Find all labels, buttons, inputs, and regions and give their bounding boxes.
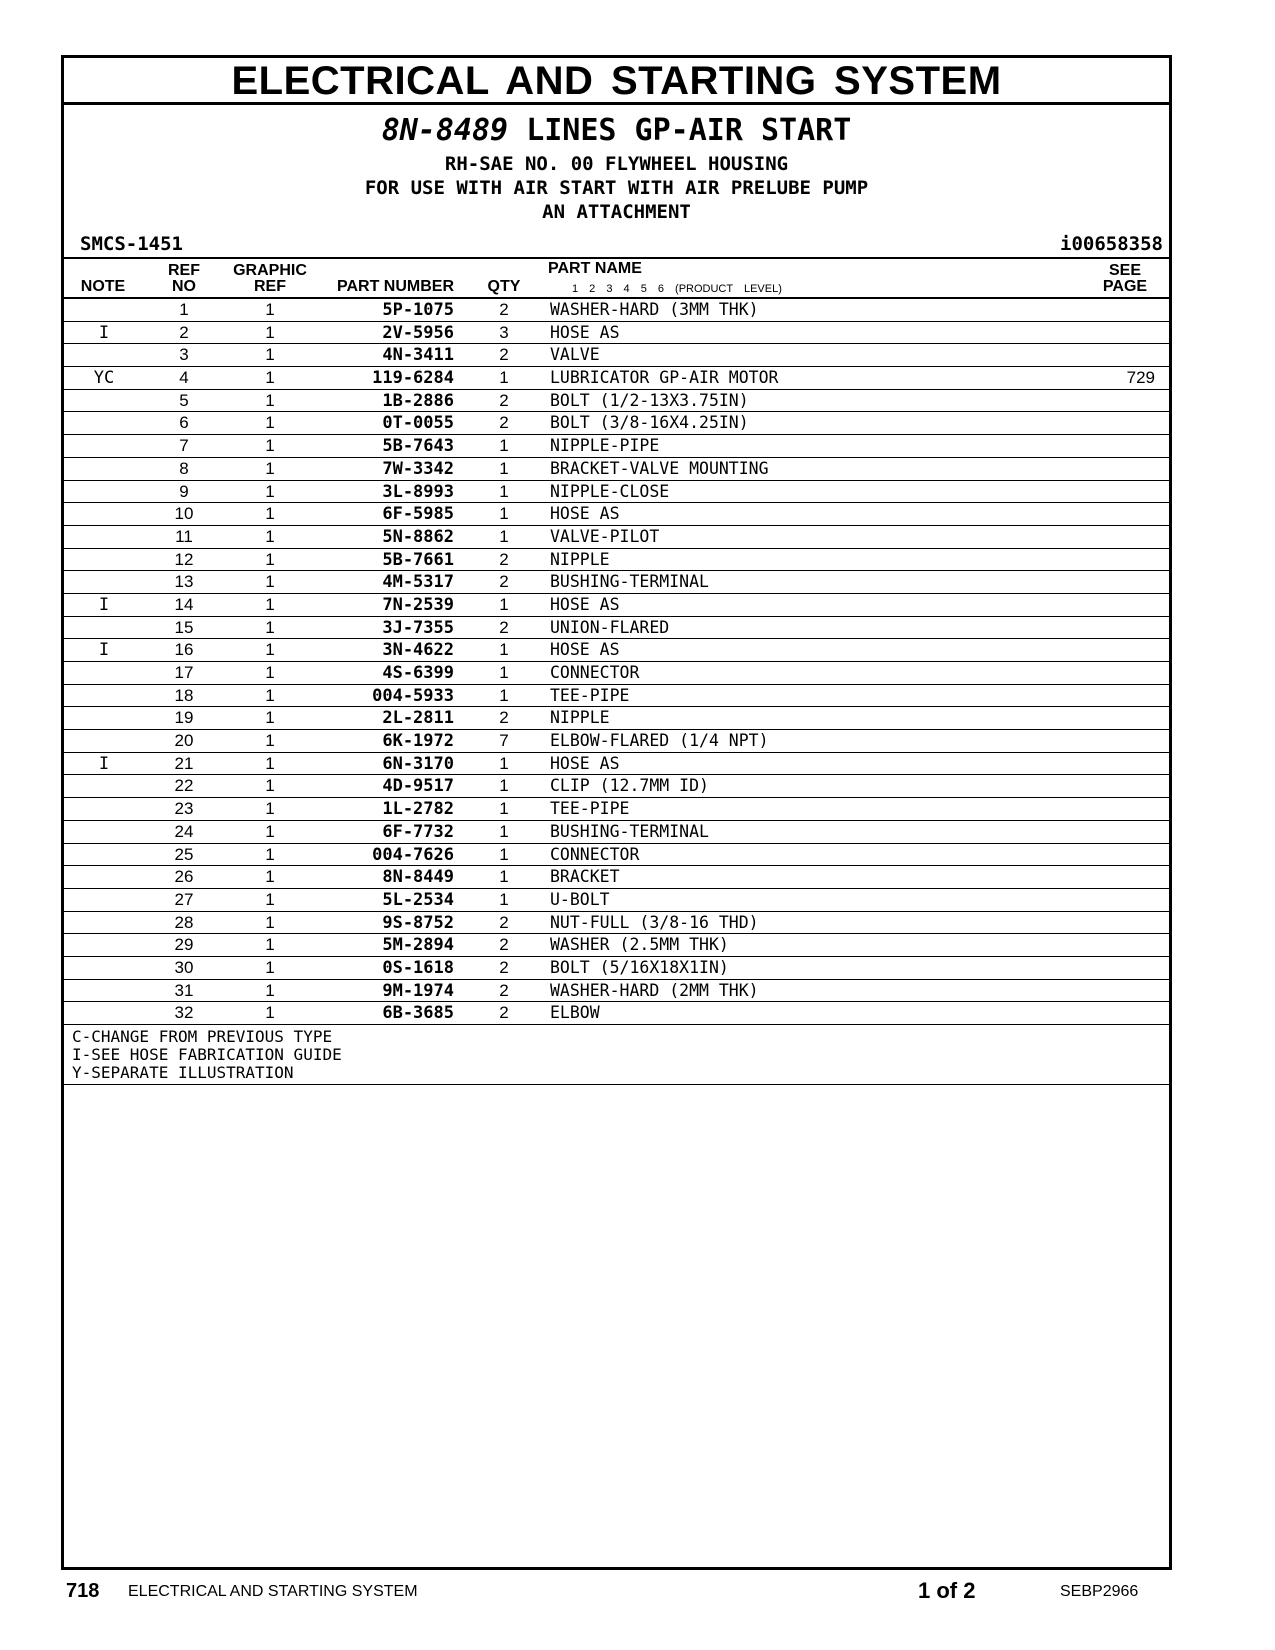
column-headers (64, 259, 1169, 299)
assembly-title (64, 113, 1169, 148)
assembly-header (64, 105, 1169, 259)
cell-qty: 1 (499, 504, 509, 524)
subtitle-line-1: RH-SAE NO. 00 FLYWHEEL HOUSING (444, 153, 789, 175)
cell-name: WASHER-HARD (3MM THK) (550, 300, 759, 319)
cell-qty: 1 (499, 481, 509, 501)
cell-gref: 1 (265, 685, 275, 705)
cell-pn: 5B-7643 (382, 436, 454, 457)
cell-name: BOLT (1/2-13X3.75IN) (550, 390, 749, 410)
col-graphic-top: GRAPHIC (233, 262, 307, 279)
page-frame (61, 55, 1172, 1570)
cell-pn: 5L-2534 (382, 889, 454, 910)
cell-note: I (98, 594, 110, 615)
table-row (64, 367, 1169, 390)
cell-gref: 1 (265, 526, 275, 546)
col-note: NOTE (80, 278, 126, 295)
cell-pn: 4N-3411 (382, 345, 454, 366)
cell-ref: 18 (174, 685, 194, 705)
col-see-bottom: PAGE (1102, 278, 1148, 295)
cell-ref: 13 (174, 572, 194, 592)
cell-name: WASHER-HARD (2MM THK) (550, 980, 759, 1000)
table-row (64, 685, 1169, 708)
cell-gref: 1 (265, 731, 275, 751)
cell-qty: 1 (499, 867, 509, 887)
cell-gref: 1 (265, 1003, 275, 1023)
cell-name: NIPPLE-PIPE (550, 436, 660, 456)
cell-pn: 0T-0055 (382, 413, 454, 434)
cell-name: UNION-FLARED (550, 617, 670, 637)
cell-gref: 1 (265, 753, 275, 773)
cell-name: VALVE-PILOT (550, 526, 660, 546)
cell-qty: 2 (499, 572, 509, 592)
table-row (64, 957, 1169, 980)
cell-name: HOSE AS (550, 594, 620, 614)
cell-gref: 1 (265, 776, 275, 796)
cell-ref: 2 (179, 322, 189, 342)
cell-gref: 1 (265, 390, 275, 410)
cell-ref: 22 (174, 776, 194, 796)
cell-gref: 1 (265, 889, 275, 909)
cell-name: ELBOW-FLARED (1/4 NPT) (550, 731, 769, 751)
smcs-code: SMCS-1451 (80, 233, 183, 255)
cell-ref: 24 (174, 821, 194, 841)
cell-pn: 1L-2782 (382, 799, 454, 820)
cell-name: VALVE (550, 345, 600, 365)
cell-gref: 1 (265, 504, 275, 524)
cell-qty: 2 (499, 957, 509, 977)
cell-ref: 9 (179, 481, 189, 501)
cell-name: BRACKET (550, 867, 620, 887)
cell-pn: 5P-1075 (382, 300, 454, 320)
cell-name: HOSE AS (550, 322, 620, 342)
cell-qty: 2 (499, 912, 509, 932)
cell-pn: 4S-6399 (382, 663, 454, 683)
cell-ref: 4 (179, 368, 189, 388)
table-row (64, 299, 1169, 322)
cell-ref: 32 (174, 1003, 194, 1023)
cell-ref: 20 (174, 731, 194, 751)
cell-name: NIPPLE-CLOSE (550, 481, 670, 501)
cell-gref: 1 (265, 867, 275, 887)
table-row (64, 934, 1169, 957)
cell-gref: 1 (265, 368, 275, 388)
cell-gref: 1 (265, 594, 275, 614)
document-ident: i00658358 (1060, 233, 1163, 255)
table-row (64, 844, 1169, 867)
cell-note: I (98, 640, 110, 661)
cell-ref: 6 (179, 413, 189, 433)
cell-qty: 2 (499, 549, 509, 569)
cell-qty: 2 (499, 300, 509, 319)
cell-pn: 7N-2539 (382, 594, 454, 615)
cell-name: CONNECTOR (550, 663, 640, 682)
cell-ref: 11 (175, 526, 193, 546)
cell-pn: 004-7626 (372, 844, 454, 865)
subtitle-line-3: AN ATTACHMENT (542, 201, 691, 223)
cell-ref: 30 (174, 957, 194, 977)
cell-qty: 2 (499, 617, 509, 637)
cell-pn: 1B-2886 (382, 390, 454, 411)
cell-gref: 1 (265, 436, 275, 456)
parts-table (64, 299, 1169, 1025)
col-ref-bottom: NO (172, 278, 196, 295)
cell-ref: 15 (174, 617, 194, 637)
cell-name: BRACKET-VALVE MOUNTING (550, 458, 769, 478)
cell-ref: 31 (174, 980, 194, 1000)
col-qty: QTY (487, 278, 521, 295)
cell-name: HOSE AS (550, 753, 620, 773)
col-part-name: PART NAME (548, 260, 642, 277)
cell-qty: 2 (499, 390, 509, 410)
cell-pn: 6F-5985 (382, 504, 454, 525)
cell-gref: 1 (265, 640, 275, 660)
cell-gref: 1 (265, 413, 275, 433)
cell-name: U-BOLT (550, 889, 610, 909)
cell-pn: 6K-1972 (382, 731, 454, 752)
cell-ref: 27 (174, 889, 194, 909)
cell-qty: 1 (499, 685, 509, 705)
table-row (64, 639, 1169, 662)
cell-pn: 7W-3342 (382, 458, 454, 479)
cell-pn: 5B-7661 (382, 549, 454, 570)
cell-pn: 5N-8862 (382, 526, 454, 547)
cell-name: NIPPLE (550, 549, 610, 569)
cell-pn: 6B-3685 (382, 1003, 454, 1024)
table-row (64, 390, 1169, 413)
cell-gref: 1 (265, 345, 275, 365)
product-levels: 1 2 3 4 5 6 (PRODUCT LEVEL) (572, 283, 782, 295)
cell-ref: 17 (174, 663, 194, 682)
cell-gref: 1 (265, 821, 275, 841)
cell-qty: 1 (499, 436, 509, 456)
cell-qty: 1 (499, 799, 509, 819)
table-row (64, 322, 1169, 345)
cell-qty: 2 (499, 413, 509, 433)
cell-pn: 6F-7732 (382, 821, 454, 842)
table-row (64, 662, 1169, 685)
cell-name: LUBRICATOR GP-AIR MOTOR (550, 368, 779, 388)
cell-name: HOSE AS (550, 640, 620, 660)
table-row (64, 458, 1169, 481)
notes-legend (64, 1025, 1169, 1085)
table-row (64, 821, 1169, 844)
cell-gref: 1 (265, 481, 275, 501)
cell-ref: 26 (174, 867, 194, 887)
cell-see: 729 (1126, 368, 1155, 388)
col-part-number: PART NUMBER (336, 278, 454, 295)
cell-pn: 2L-2811 (382, 708, 454, 729)
col-graphic-bottom: REF (254, 278, 286, 295)
cell-name: NUT-FULL (3/8-16 THD) (550, 912, 759, 932)
table-row (64, 1002, 1169, 1025)
table-row (64, 526, 1169, 549)
table-row (64, 503, 1169, 526)
cell-pn: 2V-5956 (382, 322, 454, 343)
footer-sheet: 1 of 2 (918, 1578, 976, 1603)
cell-ref: 12 (174, 549, 194, 569)
cell-ref: 25 (174, 844, 194, 864)
footer-section: ELECTRICAL AND STARTING SYSTEM (128, 1583, 418, 1600)
table-row (64, 549, 1169, 572)
cell-pn: 4D-9517 (382, 776, 454, 797)
cell-ref: 3 (179, 345, 189, 365)
table-row (64, 866, 1169, 889)
cell-ref: 8 (179, 458, 189, 478)
table-row (64, 481, 1169, 504)
cell-qty: 1 (499, 663, 509, 682)
cell-name: BUSHING-TERMINAL (550, 821, 709, 841)
assembly-number: 8N-8489 (381, 113, 509, 148)
table-row (64, 730, 1169, 753)
cell-pn: 3N-4622 (382, 640, 454, 661)
cell-ref: 28 (174, 912, 194, 932)
cell-qty: 2 (499, 935, 509, 955)
table-row (64, 412, 1169, 435)
table-row (64, 707, 1169, 730)
cell-gref: 1 (265, 300, 275, 319)
note-line-2: I-SEE HOSE FABRICATION GUIDE (72, 1045, 342, 1064)
cell-name: CLIP (12.7MM ID) (550, 776, 709, 796)
cell-pn: 9S-8752 (382, 912, 454, 933)
cell-name: CONNECTOR (550, 844, 640, 864)
col-ref-top: REF (168, 262, 200, 279)
cell-gref: 1 (265, 980, 275, 1000)
cell-name: ELBOW (550, 1003, 600, 1023)
cell-pn: 4M-5317 (382, 572, 454, 593)
cell-ref: 10 (174, 504, 194, 524)
cell-qty: 3 (499, 322, 509, 342)
note-line-1: C-CHANGE FROM PREVIOUS TYPE (72, 1027, 333, 1046)
cell-gref: 1 (265, 663, 275, 682)
cell-gref: 1 (265, 844, 275, 864)
cell-name: WASHER (2.5MM THK) (550, 935, 729, 955)
note-line-3: Y-SEPARATE ILLUSTRATION (72, 1063, 294, 1082)
cell-pn: 004-5933 (372, 685, 454, 706)
cell-qty: 1 (499, 526, 509, 546)
cell-gref: 1 (265, 549, 275, 569)
cell-ref: 14 (174, 594, 194, 614)
cell-pn: 8N-8449 (382, 867, 454, 888)
cell-ref: 23 (174, 799, 194, 819)
cell-note: I (98, 753, 110, 774)
cell-qty: 1 (499, 889, 509, 909)
cell-qty: 1 (499, 368, 509, 388)
table-row (64, 775, 1169, 798)
subtitle-line-2: FOR USE WITH AIR START WITH AIR PRELUBE PUMP (364, 177, 869, 199)
cell-qty: 1 (499, 753, 509, 773)
cell-pn: 3L-8993 (382, 481, 454, 502)
cell-ref: 19 (174, 708, 194, 728)
cell-pn: 5M-2894 (382, 935, 454, 956)
cell-note: I (98, 322, 110, 343)
assembly-name: LINES GP-AIR START (526, 113, 852, 148)
col-see-top: SEE (1108, 262, 1141, 279)
cell-gref: 1 (265, 799, 275, 819)
cell-gref: 1 (265, 572, 275, 592)
cell-ref: 16 (174, 640, 194, 660)
cell-name: BOLT (5/16X18X1IN) (550, 957, 729, 977)
cell-gref: 1 (265, 322, 275, 342)
cell-gref: 1 (265, 708, 275, 728)
cell-ref: 5 (179, 390, 189, 410)
table-row (64, 753, 1169, 776)
cell-name: HOSE AS (550, 504, 620, 524)
cell-note: YC (93, 368, 115, 389)
cell-gref: 1 (265, 617, 275, 637)
cell-qty: 1 (499, 821, 509, 841)
cell-qty: 1 (499, 776, 509, 796)
table-row (64, 594, 1169, 617)
cell-gref: 1 (265, 458, 275, 478)
cell-qty: 2 (499, 345, 509, 365)
cell-qty: 2 (499, 708, 509, 728)
cell-ref: 21 (174, 753, 194, 773)
cell-qty: 1 (499, 458, 509, 478)
cell-name: BUSHING-TERMINAL (550, 572, 709, 592)
table-row (64, 980, 1169, 1003)
footer-page-number: 718 (66, 1580, 100, 1602)
cell-pn: 3J-7355 (382, 617, 454, 638)
cell-gref: 1 (265, 912, 275, 932)
cell-pn: 9M-1974 (382, 980, 454, 1001)
cell-ref: 29 (174, 935, 194, 955)
cell-qty: 7 (499, 731, 509, 751)
cell-name: BOLT (3/8-16X4.25IN) (550, 413, 749, 433)
cell-qty: 1 (499, 844, 509, 864)
cell-gref: 1 (265, 935, 275, 955)
table-row (64, 889, 1169, 912)
cell-ref: 1 (179, 300, 189, 319)
cell-name: TEE-PIPE (550, 685, 630, 705)
main-title: ELECTRICAL AND STARTING SYSTEM (64, 58, 1169, 105)
table-row (64, 344, 1169, 367)
cell-ref: 7 (179, 436, 189, 456)
cell-pn: 6N-3170 (382, 753, 454, 774)
table-row (64, 798, 1169, 821)
page-footer (0, 1578, 1275, 1608)
cell-gref: 1 (265, 957, 275, 977)
table-row (64, 571, 1169, 594)
cell-pn: 119-6284 (372, 368, 454, 389)
cell-name: NIPPLE (550, 708, 610, 728)
cell-name: TEE-PIPE (550, 799, 630, 819)
table-row (64, 435, 1169, 458)
cell-qty: 1 (499, 594, 509, 614)
cell-qty: 1 (499, 640, 509, 660)
cell-qty: 2 (499, 1003, 509, 1023)
footer-doc-id: SEBP2966 (1060, 1583, 1139, 1600)
cell-pn: 0S-1618 (382, 957, 454, 978)
table-row (64, 912, 1169, 935)
table-row (64, 617, 1169, 640)
cell-qty: 2 (499, 980, 509, 1000)
